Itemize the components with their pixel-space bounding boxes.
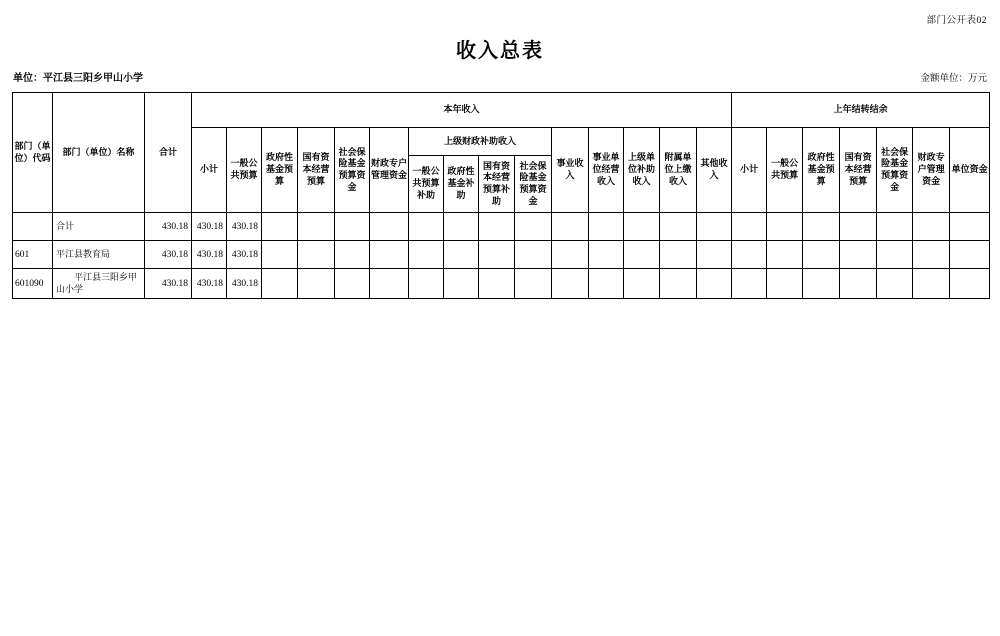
cell-value: [660, 241, 697, 269]
table-row-jiashan-school: [13, 269, 990, 299]
cell-value: [732, 213, 767, 241]
cell-value: [840, 241, 877, 269]
cell-value: [767, 269, 803, 299]
col-header-affiliated-unit-remit: 附属单位上缴收入: [660, 128, 697, 213]
cell-value: [950, 241, 990, 269]
cell-value: [370, 269, 409, 299]
col-header-cy-social-insurance-fund: 社会保险基金预算资金: [335, 128, 370, 213]
income-summary-table: [12, 92, 990, 299]
cell-total: 430.18: [145, 213, 192, 241]
cell-value: [913, 213, 950, 241]
cell-value: [877, 269, 913, 299]
col-header-cy-fiscal-special-account: 财政专户管理资金: [370, 128, 409, 213]
cell-value: [732, 269, 767, 299]
col-header-co-social-insurance-fund: 社会保险基金预算资金: [877, 128, 913, 213]
col-header-unit-fund: 单位资金: [950, 128, 990, 213]
cell-value: [409, 269, 444, 299]
cell-value: 430.18: [227, 269, 262, 299]
cell-value: [444, 241, 479, 269]
col-header-cy-general-public-budget: 一般公共预算: [227, 128, 262, 213]
cell-value: [262, 213, 298, 241]
cell-value: 430.18: [227, 241, 262, 269]
cell-value: 430.18: [192, 213, 227, 241]
cell-value: [697, 269, 732, 299]
cell-value: [479, 213, 515, 241]
header-row-groups: [13, 93, 990, 128]
cell-value: [298, 241, 335, 269]
cell-value: [552, 213, 589, 241]
cell-value: [479, 269, 515, 299]
meta-row: [13, 69, 987, 84]
cell-value: [335, 213, 370, 241]
col-header-co-general-public-budget: 一般公共预算: [767, 128, 803, 213]
cell-value: [335, 269, 370, 299]
col-header-co-fiscal-special-account: 财政专户管理资金: [913, 128, 950, 213]
cell-value: [552, 269, 589, 299]
cell-value: [803, 269, 840, 299]
cell-value: [840, 269, 877, 299]
cell-value: [950, 269, 990, 299]
col-group-carryover: 上年结转结余: [732, 93, 990, 128]
cell-value: [877, 241, 913, 269]
cell-value: [552, 241, 589, 269]
col-header-sub-gov-fund: 政府性基金补助: [444, 156, 479, 213]
cell-value: [589, 269, 624, 299]
col-header-sub-social-insurance: 社会保险基金预算资金: [515, 156, 552, 213]
cell-value: [913, 241, 950, 269]
cell-value: [624, 241, 660, 269]
cell-value: [624, 269, 660, 299]
cell-value: [262, 241, 298, 269]
cell-value: 430.18: [192, 241, 227, 269]
cell-value: [767, 213, 803, 241]
col-header-co-gov-fund-budget: 政府性基金预算: [803, 128, 840, 213]
cell-value: [409, 213, 444, 241]
cell-value: [840, 213, 877, 241]
cell-value: [515, 213, 552, 241]
cell-value: [262, 269, 298, 299]
col-header-business-income: 事业收入: [552, 128, 589, 213]
cell-value: [767, 241, 803, 269]
col-header-cy-state-capital-budget: 国有资本经营预算: [298, 128, 335, 213]
cell-value: [589, 241, 624, 269]
amount-unit-label: 金额单位：万元: [920, 74, 987, 84]
cell-value: [298, 269, 335, 299]
cell-name: 合计: [53, 213, 145, 241]
col-header-cy-gov-fund-budget: 政府性基金预算: [262, 128, 298, 213]
cell-name: 平江县教育局: [53, 241, 145, 269]
cell-value: [697, 213, 732, 241]
cell-value: [803, 213, 840, 241]
col-header-other-income: 其他收入: [697, 128, 732, 213]
cell-value: [335, 241, 370, 269]
col-header-sub-general-public: 一般公共预算补助: [409, 156, 444, 213]
cell-value: [877, 213, 913, 241]
cell-value: [370, 241, 409, 269]
col-group-higher-fiscal-subsidy: 上级财政补助收入: [409, 128, 552, 156]
cell-value: [732, 241, 767, 269]
col-group-current-year-income: 本年收入: [192, 93, 732, 128]
cell-value: 430.18: [227, 213, 262, 241]
cell-value: [589, 213, 624, 241]
unit-label: 单位：平江县三阳乡甲山小学: [13, 73, 143, 84]
col-header-sub-state-capital: 国有资本经营预算补助: [479, 156, 515, 213]
cell-value: [444, 269, 479, 299]
col-header-co-subtotal: 小计: [732, 128, 767, 213]
col-header-cy-subtotal: 小计: [192, 128, 227, 213]
cell-value: 430.18: [192, 269, 227, 299]
cell-code: 601090: [13, 269, 53, 299]
cell-code: 601: [13, 241, 53, 269]
cell-total: 430.18: [145, 241, 192, 269]
table-row-total: [13, 213, 990, 241]
cell-value: [950, 213, 990, 241]
doc-label: 部门公开表02: [926, 16, 987, 26]
cell-value: [624, 213, 660, 241]
col-header-higher-unit-subsidy: 上级单位补助收入: [624, 128, 660, 213]
col-header-business-operating-income: 事业单位经营收入: [589, 128, 624, 213]
cell-value: [515, 269, 552, 299]
col-header-total: 合计: [145, 93, 192, 213]
col-header-code: 部门（单位）代码: [13, 93, 53, 213]
cell-value: [298, 213, 335, 241]
cell-code: [13, 213, 53, 241]
cell-value: [370, 213, 409, 241]
cell-value: [803, 241, 840, 269]
page-title: 收入总表: [456, 40, 544, 62]
cell-value: [409, 241, 444, 269]
cell-value: [660, 269, 697, 299]
table-row-education-bureau: [13, 241, 990, 269]
cell-value: [515, 241, 552, 269]
cell-value: [697, 241, 732, 269]
cell-value: [913, 269, 950, 299]
cell-total: 430.18: [145, 269, 192, 299]
cell-value: [479, 241, 515, 269]
cell-name: 平江县三阳乡甲山小学: [53, 269, 145, 299]
col-header-co-state-capital-budget: 国有资本经营预算: [840, 128, 877, 213]
cell-value: [660, 213, 697, 241]
cell-value: [444, 213, 479, 241]
col-header-name: 部门（单位）名称: [53, 93, 145, 213]
